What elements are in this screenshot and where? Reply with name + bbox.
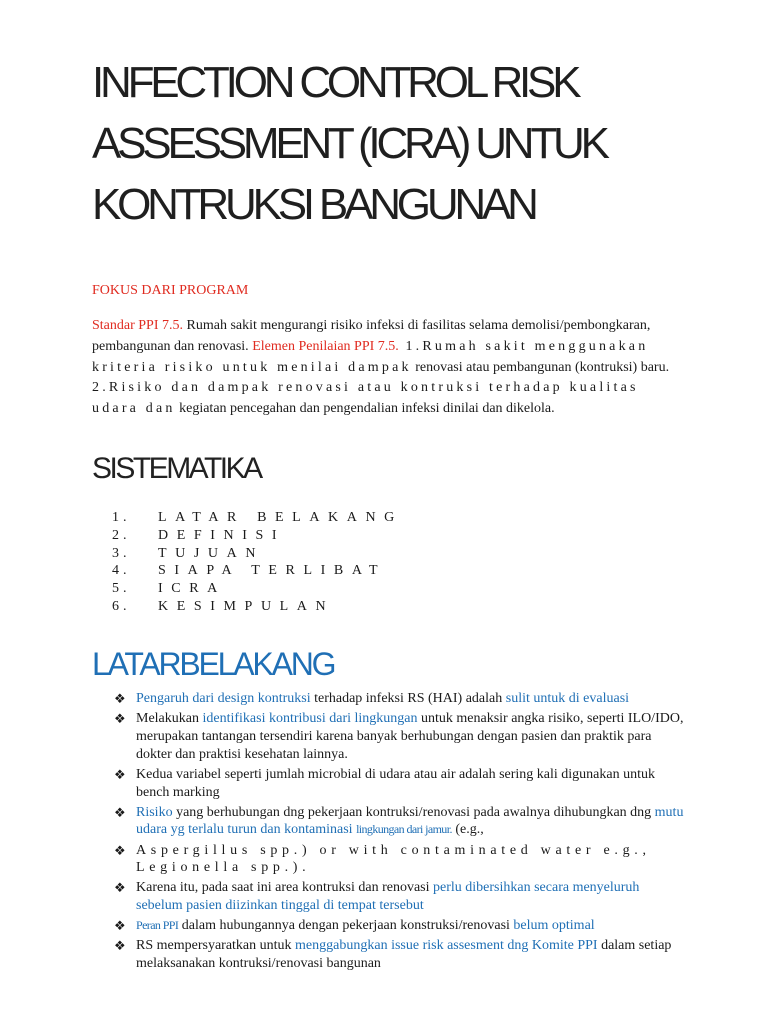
list-label: TUJUAN (158, 545, 265, 561)
list-label: LATAR BELAKANG (158, 510, 403, 525)
title-line-2: ASSESSMENT (ICRA) UNTUK (92, 119, 606, 168)
standar-label: Standar PPI 7.5. (92, 318, 183, 333)
list-item (112, 527, 403, 545)
list-label: SIAPA TERLIBAT (158, 563, 387, 579)
list-number: 1. (112, 510, 131, 525)
bullet-item (114, 917, 684, 935)
list-number: 6. (112, 598, 131, 614)
title-line-1: INFECTION CONTROL RISK (92, 58, 578, 107)
bullet-highlight: menggabungkan issue risk assesment dng Komite PPI (295, 938, 598, 954)
list-item (112, 580, 403, 598)
bullet-highlight: belum optimal (513, 918, 595, 934)
list-label: ICRA (158, 581, 226, 597)
point-2-spaced: 2.Risiko dan dampak renovasi atau kontruksi terhadap kualitas udara dan (92, 380, 639, 417)
bullet-text: Kedua variabel seperti jumlah microbial di udara atau air adalah sering kali digunakan untuk bench marking (136, 766, 655, 800)
list-label: DEFINISI (158, 527, 286, 543)
bullet-highlight: mutu udara yg terlalu turun dan kontaminasi (136, 804, 684, 838)
program-paragraph (92, 316, 682, 420)
point-1-rest: renovasi atau pembangunan (kontruksi) baru. (411, 359, 670, 375)
list-number: 2. (112, 527, 131, 543)
bullet-highlight: perlu dibersihkan secara menyeluruh sebelum pasien diizinkan tinggal di tempat tersebut (136, 880, 640, 914)
bullet-highlight: identifikasi kontribusi dari lingkungan (202, 711, 418, 727)
bullet-highlight: Peran PPI (136, 918, 179, 933)
point-1-spaced: 1.Rumah sakit menggunakan kriteria risiko untuk menilai dampak (92, 338, 649, 375)
list-item (112, 562, 403, 580)
elemen-label: Elemen Penilaian PPI 7.5. (252, 338, 399, 354)
bullet-text: dalam hubungannya dengan pekerjaan konstruksi/renovasi (178, 918, 514, 934)
bullet-text: RS mempersyaratkan untuk (136, 938, 296, 954)
bullet-highlight: sulit untuk di evaluasi (505, 691, 630, 706)
list-number: 5. (112, 581, 131, 597)
bullet-item (114, 690, 684, 708)
diamond-bullet-icon: ❖ (114, 880, 126, 896)
sistematika-list (112, 509, 403, 616)
list-number: 3. (112, 545, 131, 561)
list-number: 4. (112, 563, 131, 579)
bullet-text: Melakukan (136, 711, 203, 727)
point-2-rest: kegiatan pencegahan dan pengendalian infeksi dinilai dan dikelola. (175, 401, 555, 417)
list-item (112, 545, 403, 563)
list-label: KESIMPULAN (158, 598, 335, 614)
list-item (112, 509, 403, 527)
diamond-bullet-icon: ❖ (114, 691, 126, 706)
diamond-bullet-icon: ❖ (114, 804, 126, 820)
latar-belakang-list (114, 690, 684, 975)
bullet-highlight: lingkungan dari jamur. (356, 822, 452, 837)
diamond-bullet-icon: ❖ (114, 766, 126, 782)
diamond-bullet-icon: ❖ (114, 711, 126, 727)
standar-text: Rumah sakit mengurangi risiko infeksi di fasilitas selama demolisi/pembongkaran, pembangunan dan renovasi. (92, 318, 651, 354)
bullet-text: yang berhubungan dng pekerjaan kontruksi/renovasi pada awalnya dihubungkan dng (172, 804, 655, 820)
bullet-item (114, 804, 684, 840)
diamond-bullet-icon: ❖ (114, 842, 126, 858)
document-title (92, 52, 732, 235)
bullet-highlight: Risiko (136, 804, 173, 820)
bullet-item (114, 879, 684, 915)
bullet-text: (e.g., (451, 822, 484, 838)
bullet-text: dalam setiap melaksanakan kontruksi/renovasi bangunan (136, 938, 672, 972)
bullet-text: terhadap infeksi RS (HAI) adalah (310, 691, 506, 706)
diamond-bullet-icon: ❖ (114, 918, 126, 934)
sistematika-heading: SISTEMATIKA (92, 452, 261, 485)
latar-belakang-heading: LATARBELAKANG (92, 646, 335, 682)
bullet-text: untuk menaksir angka risiko, seperti ILO/IDO, merupakan tantangan tersendiri karena banyak berhubungan dengan pasien dan praktik para dokter dan praktisi kesehatan lainnya. (136, 711, 684, 762)
bullet-text: Karena itu, pada saat ini area kontruksi dan renovasi (136, 880, 434, 896)
title-line-3: KONTRUKSI BANGUNAN (92, 180, 535, 229)
diamond-bullet-icon: ❖ (114, 938, 126, 954)
bullet-item (114, 710, 684, 763)
bullet-item (114, 766, 684, 802)
list-item (112, 598, 403, 616)
bullet-item (114, 937, 684, 973)
bullet-item (114, 842, 684, 878)
bullet-text: Aspergillus spp.) or with contaminated water e.g., Legionella spp.). (136, 842, 651, 876)
program-label: FOKUS DARI PROGRAM (92, 283, 249, 298)
bullet-highlight: Pengaruh dari design kontruksi (136, 691, 311, 706)
